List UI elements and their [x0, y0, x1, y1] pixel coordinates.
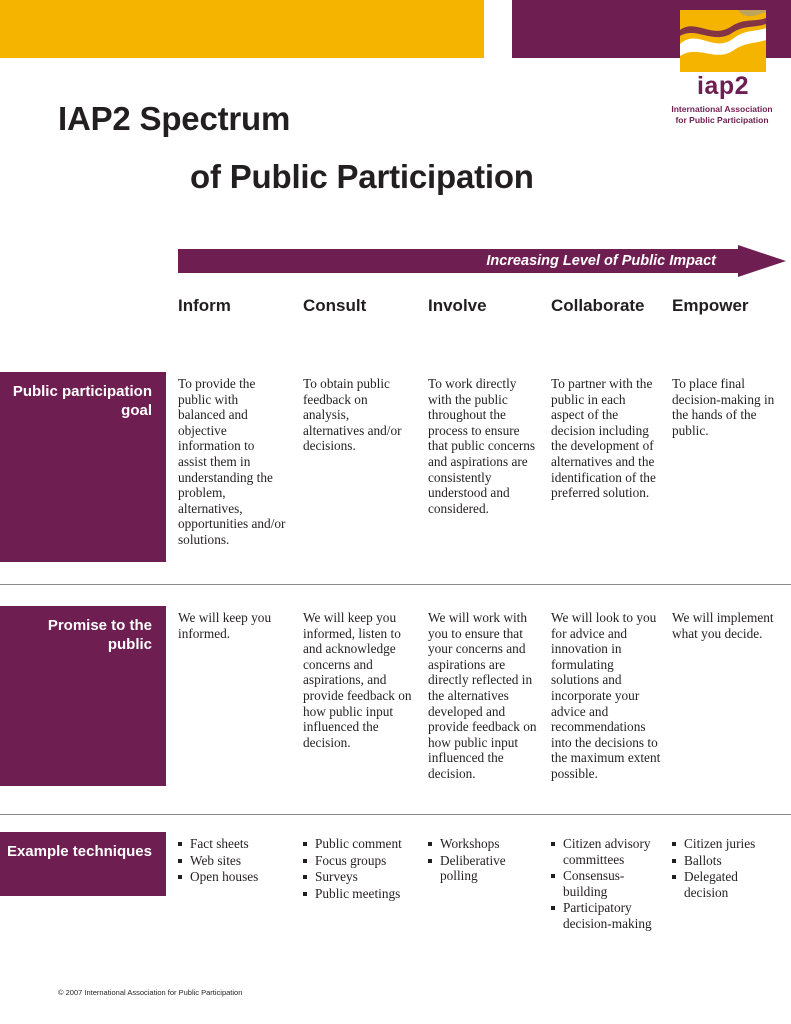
list-item: Focus groups	[303, 853, 415, 869]
list-collaborate	[551, 836, 663, 932]
arrow-head-icon	[738, 245, 786, 277]
cell-promise-consult: We will keep you informed, listen to and acknowledge concerns and aspirations, and provide feedback on how public input influenced the decision.	[303, 610, 412, 750]
column-header-consult: Consult	[303, 296, 367, 315]
list-item: Web sites	[178, 853, 288, 869]
list-involve	[428, 836, 536, 884]
list-inform	[178, 836, 288, 885]
cell-goal-consult: To obtain public feedback on analysis, alternatives and/or decisions.	[303, 376, 402, 454]
row-label-techniques: Example techniques	[0, 832, 166, 896]
list-item: Participatory decision-making	[551, 900, 663, 931]
table-row-techniques	[0, 814, 791, 994]
cell-techniques-collaborate	[551, 836, 663, 933]
column-header-involve: Involve	[428, 296, 487, 315]
increasing-impact-arrow	[178, 245, 786, 277]
cell-goal-collaborate: To partner with the public in each aspect of the decision including the development of alternatives and the identification of the preferred solution.	[551, 376, 656, 501]
iap2-logo	[660, 10, 780, 150]
list-item: Fact sheets	[178, 836, 288, 852]
column-header-inform: Inform	[178, 296, 231, 315]
list-consult	[303, 836, 415, 901]
row-label-promise: Promise to the public	[0, 606, 166, 786]
cell-techniques-consult	[303, 836, 415, 902]
logo-badge	[680, 10, 766, 72]
cell-techniques-inform	[178, 836, 288, 886]
list-item: Public comment	[303, 836, 415, 852]
arrow-label: Increasing Level of Public Impact	[486, 253, 716, 269]
cell-promise-inform: We will keep you informed.	[178, 610, 272, 641]
list-item: Citizen juries	[672, 836, 782, 852]
page-title-line-1: IAP2 Spectrum	[58, 100, 291, 137]
cell-techniques-involve	[428, 836, 536, 885]
cell-promise-empower: We will implement what you decide.	[672, 610, 774, 641]
cell-techniques-empower	[672, 836, 782, 901]
wave-icon	[680, 10, 766, 72]
cell-goal-empower: To place final decision-making in the hands of the public.	[672, 376, 775, 438]
column-header-collaborate: Collaborate	[551, 296, 645, 315]
copyright-footer: © 2007 International Association for Public Participation	[58, 988, 243, 997]
row-label-goal: Public participation goal	[0, 372, 166, 562]
list-item: Ballots	[672, 853, 782, 869]
list-item: Deliberative polling	[428, 853, 536, 884]
list-item: Workshops	[428, 836, 536, 852]
column-header-row	[0, 296, 791, 332]
logo-subtitle-line-2: for Public Participation	[675, 115, 769, 125]
list-item: Citizen advisory committees	[551, 836, 663, 867]
list-item: Public meetings	[303, 886, 415, 902]
cell-promise-collaborate: We will look to you for advice and innovation in formulating solutions and incorporate your advice and recommendations into the decisions to the maximum extent possible.	[551, 610, 661, 781]
logo-subtitle-line-1: International Association	[671, 104, 773, 114]
spectrum-table	[0, 296, 791, 994]
logo-wordmark: iap2	[696, 72, 750, 100]
list-empower	[672, 836, 782, 900]
page-title-line-2: of Public Participation	[190, 158, 534, 195]
logo-subtitle	[660, 104, 784, 126]
list-item: Delegated decision	[672, 869, 782, 900]
list-item: Surveys	[303, 869, 415, 885]
list-item: Consensus-building	[551, 868, 663, 899]
table-row-goal	[0, 332, 791, 584]
list-item: Open houses	[178, 869, 288, 885]
top-bar-yellow	[0, 0, 484, 58]
cell-promise-involve: We will work with you to ensure that your concerns and aspirations are directly reflected in the alternatives developed and provide feedback on how public input influenced the decision.	[428, 610, 537, 781]
cell-goal-inform: To provide the public with balanced and objective information to assist them in understanding the problem, alternatives, opportunities and/or solutions.	[178, 376, 286, 547]
cell-goal-involve: To work directly with the public throughout the process to ensure that public concerns and aspirations are consistently understood and considered.	[428, 376, 536, 516]
table-row-promise	[0, 584, 791, 814]
column-header-empower: Empower	[672, 296, 749, 315]
